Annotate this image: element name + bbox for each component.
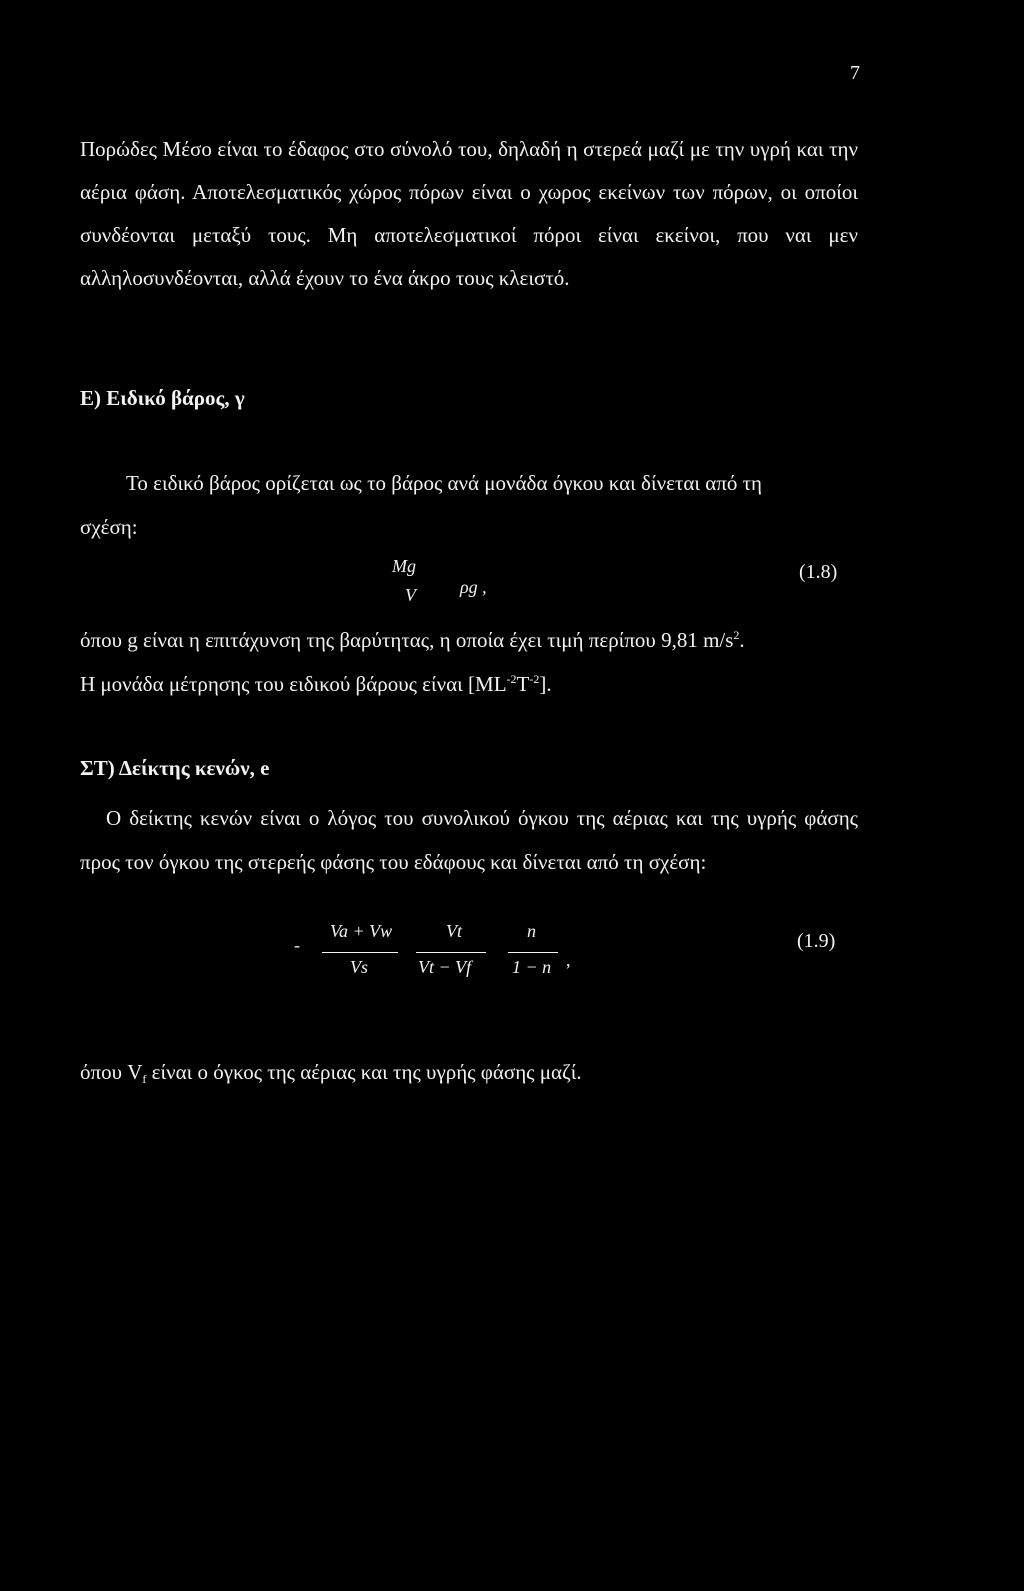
gravity-period: . [739,628,745,652]
paragraph-porous-medium: Πορώδες Μέσο είναι το έδαφος στο σύνολό του, δηλαδή η στερεά μαζί με την υγρή και την αέρια φάση. Αποτελεσματικός χώρος πόρων είναι ο χωρος εκείνων των πόρων, οι οποίοι συνδέονται μεταξύ τους. Μη αποτελεσματικοί πόροι είναι εκείνοι, που ναι μεν αλληλοσυνδέονται, αλλά έχουν το ένα άκρο τους κλειστό. [80,137,858,290]
vf-subscript: f [142,1072,147,1086]
unit-exponent-l: -2 [506,672,517,686]
unit-end: ]. [539,672,552,696]
equation-1-9-frac2-numerator: Vt [446,921,462,941]
equation-1-9-frac2-line [416,952,486,953]
paragraph-gravity-line [80,628,745,653]
paragraph-specific-weight-line-1: Το ειδικό βάρος ορίζεται ως το βάρος ανά μονάδα όγκου και δίνεται από τη [126,471,763,495]
equation-1-9-frac1-numerator: Va + Vw [330,921,393,941]
unit-text: Η μονάδα μέτρησης του ειδικού βάρους είναι [ML [80,672,507,696]
gravity-exponent: 2 [733,628,740,642]
paragraph-void-ratio-text: Ο δείκτης κενών είναι ο λόγος του συνολικού όγκου της αέριας και της υγρής φάσης προς τον όγκου της στερεής φάσης του εδάφους και δίνεται από τη σχέση: [80,806,858,874]
equation-1-9-label: (1.9) [797,930,836,952]
equation-1-9-frac1-denominator: Vs [350,957,368,977]
equation-1-9-frac3-denominator: 1 − n [512,957,552,977]
section-heading-void-ratio: ΣΤ) Δείκτης κενών, e [80,756,270,780]
equation-1-9-comma: , [566,950,571,970]
equation-1-8-denominator: V [405,585,416,605]
unit-t: T [516,672,530,696]
vf-before: όπου V [80,1060,143,1084]
equation-1-9-frac2-denominator: Vt − Vf [418,957,472,977]
paragraph-void-ratio [80,796,858,884]
equation-1-8-numerator: Mg [392,556,416,576]
paragraph-specific-weight-line-2: σχέση: [80,515,138,539]
equation-1-9-frac3-numerator: n [527,921,536,941]
vf-after: είναι ο όγκος της αέριας και της υγρής φάσης μαζί. [146,1060,582,1084]
unit-exponent-t: -2 [529,672,540,686]
paragraph-unit-line [80,672,552,697]
page-number: 7 [850,62,860,84]
equation-1-8-label: (1.8) [799,561,838,583]
equation-1-9-lhs-mark: - [294,935,300,955]
equation-1-9-frac3-line [508,952,558,953]
paragraph-vf-definition [80,1060,582,1085]
gravity-text: όπου g είναι η επιτάχυνση της βαρύτητας, η οποία έχει τιμή περίπου 9,81 m/s [80,628,734,652]
equation-1-8-rhs: ρg , [460,577,487,597]
equation-1-9-frac1-line [322,952,398,953]
section-heading-specific-weight: Ε) Ειδικό βάρος, γ [80,386,245,410]
